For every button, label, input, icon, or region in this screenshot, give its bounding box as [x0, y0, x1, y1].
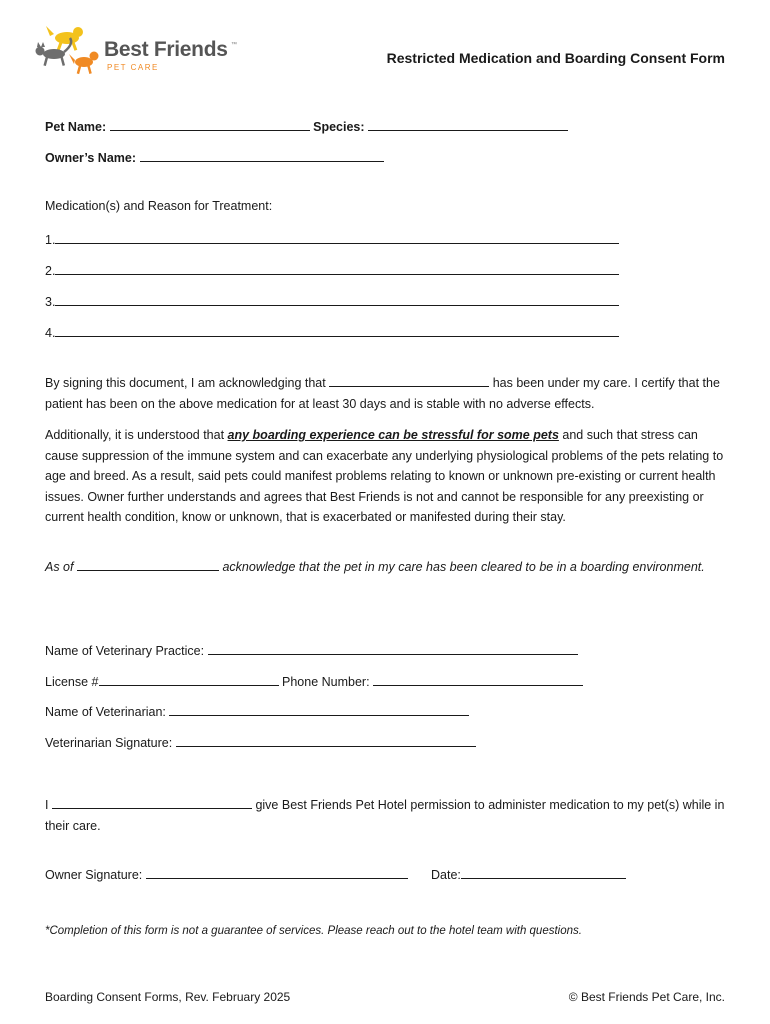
license-label: License #	[45, 675, 99, 689]
logo-trademark: ™	[231, 42, 237, 48]
form-title: Restricted Medication and Boarding Consent Form	[386, 50, 725, 66]
vet-name-row	[45, 703, 469, 719]
medications-heading: Medication(s) and Reason for Treatment:	[45, 199, 273, 213]
pet-name-label: Pet Name:	[45, 120, 107, 134]
owner-permission-name-field[interactable]	[52, 796, 252, 809]
medication-field-1[interactable]	[55, 231, 619, 244]
owner-signature-field[interactable]	[146, 866, 408, 879]
vet-name-field[interactable]	[169, 703, 469, 716]
vet-practice-field[interactable]	[208, 642, 578, 655]
vet-name-label: Name of Veterinarian:	[45, 705, 166, 719]
date-label: Date:	[431, 868, 461, 882]
medication-field-2[interactable]	[55, 262, 619, 275]
footnote: *Completion of this form is not a guarantee of services. Please reach out to the hotel team with questions.	[45, 925, 582, 937]
stress-paragraph: Additionally, it is understood that any boarding experience can be stressful for some pets and such that stress can cause suppression of the immune system and can exacerbate any underlying physiological problems of the pets relating to age and breed. As a result, said pets could manifest problems relating to known or unknown pre-existing or current health issues. Owner further understands and agrees that Best Friends is not and cannot be responsible for any preexisting or current health condition, know or unknown, that is exacerbated or manifested during their stay.	[45, 428, 724, 524]
phone-field[interactable]	[373, 673, 583, 686]
clearance-date-field[interactable]	[77, 558, 219, 571]
medication-row-4: 4.	[45, 324, 619, 340]
pet-name-field[interactable]	[110, 118, 310, 131]
owner-name-label: Owner’s Name:	[45, 151, 137, 165]
vet-practice-label: Name of Veterinary Practice:	[45, 644, 205, 658]
certify-paragraph: By signing this document, I am acknowledging that has been under my care. I certify that the patient has been on the above medication for at least 30 days and is stable with no adverse effects.	[45, 376, 720, 411]
vet-signature-field[interactable]	[176, 734, 476, 747]
medication-row-2: 2.	[45, 262, 619, 278]
logo-tagline: PET CARE	[107, 63, 159, 72]
owner-name-field[interactable]	[140, 149, 384, 162]
logo-yellow-dog-tail	[46, 26, 54, 36]
date-field[interactable]	[461, 866, 626, 879]
phone-label: Phone Number:	[282, 675, 370, 689]
license-phone-row	[45, 673, 583, 689]
stress-emphasis: any boarding experience can be stressful for some pets	[227, 428, 559, 442]
date-row	[431, 866, 626, 882]
medication-field-3[interactable]	[55, 293, 619, 306]
owner-signature-row	[45, 866, 408, 882]
logo-gray-cat-head	[36, 47, 45, 56]
footer-copyright: © Best Friends Pet Care, Inc.	[568, 990, 725, 1004]
owner-name-row	[45, 149, 384, 165]
medication-row-3: 3.	[45, 293, 619, 309]
license-field[interactable]	[99, 673, 279, 686]
species-field[interactable]	[368, 118, 568, 131]
logo-brand-name: Best Friends	[104, 38, 228, 61]
vet-signature-label: Veterinarian Signature:	[45, 736, 173, 750]
vet-practice-row	[45, 642, 578, 658]
vet-signature-row	[45, 734, 476, 750]
medication-row-1: 1.	[45, 231, 619, 247]
footer-revision: Boarding Consent Forms, Rev. February 2025	[45, 990, 291, 1004]
pets-logo-icon	[24, 20, 114, 80]
pet-species-row	[45, 118, 568, 134]
permission-paragraph: I give Best Friends Pet Hotel permission to administer medication to my pet(s) while in their care.	[45, 798, 725, 833]
medication-field-4[interactable]	[55, 324, 619, 337]
logo-yellow-dog-head	[73, 27, 83, 37]
owner-signature-label: Owner Signature:	[45, 868, 143, 882]
species-label: Species:	[313, 120, 365, 134]
clearance-paragraph: As of acknowledge that the pet in my care has been cleared to be in a boarding environment.	[45, 560, 705, 574]
patient-name-field[interactable]	[329, 374, 489, 387]
logo-orange-dog-head	[90, 52, 99, 61]
